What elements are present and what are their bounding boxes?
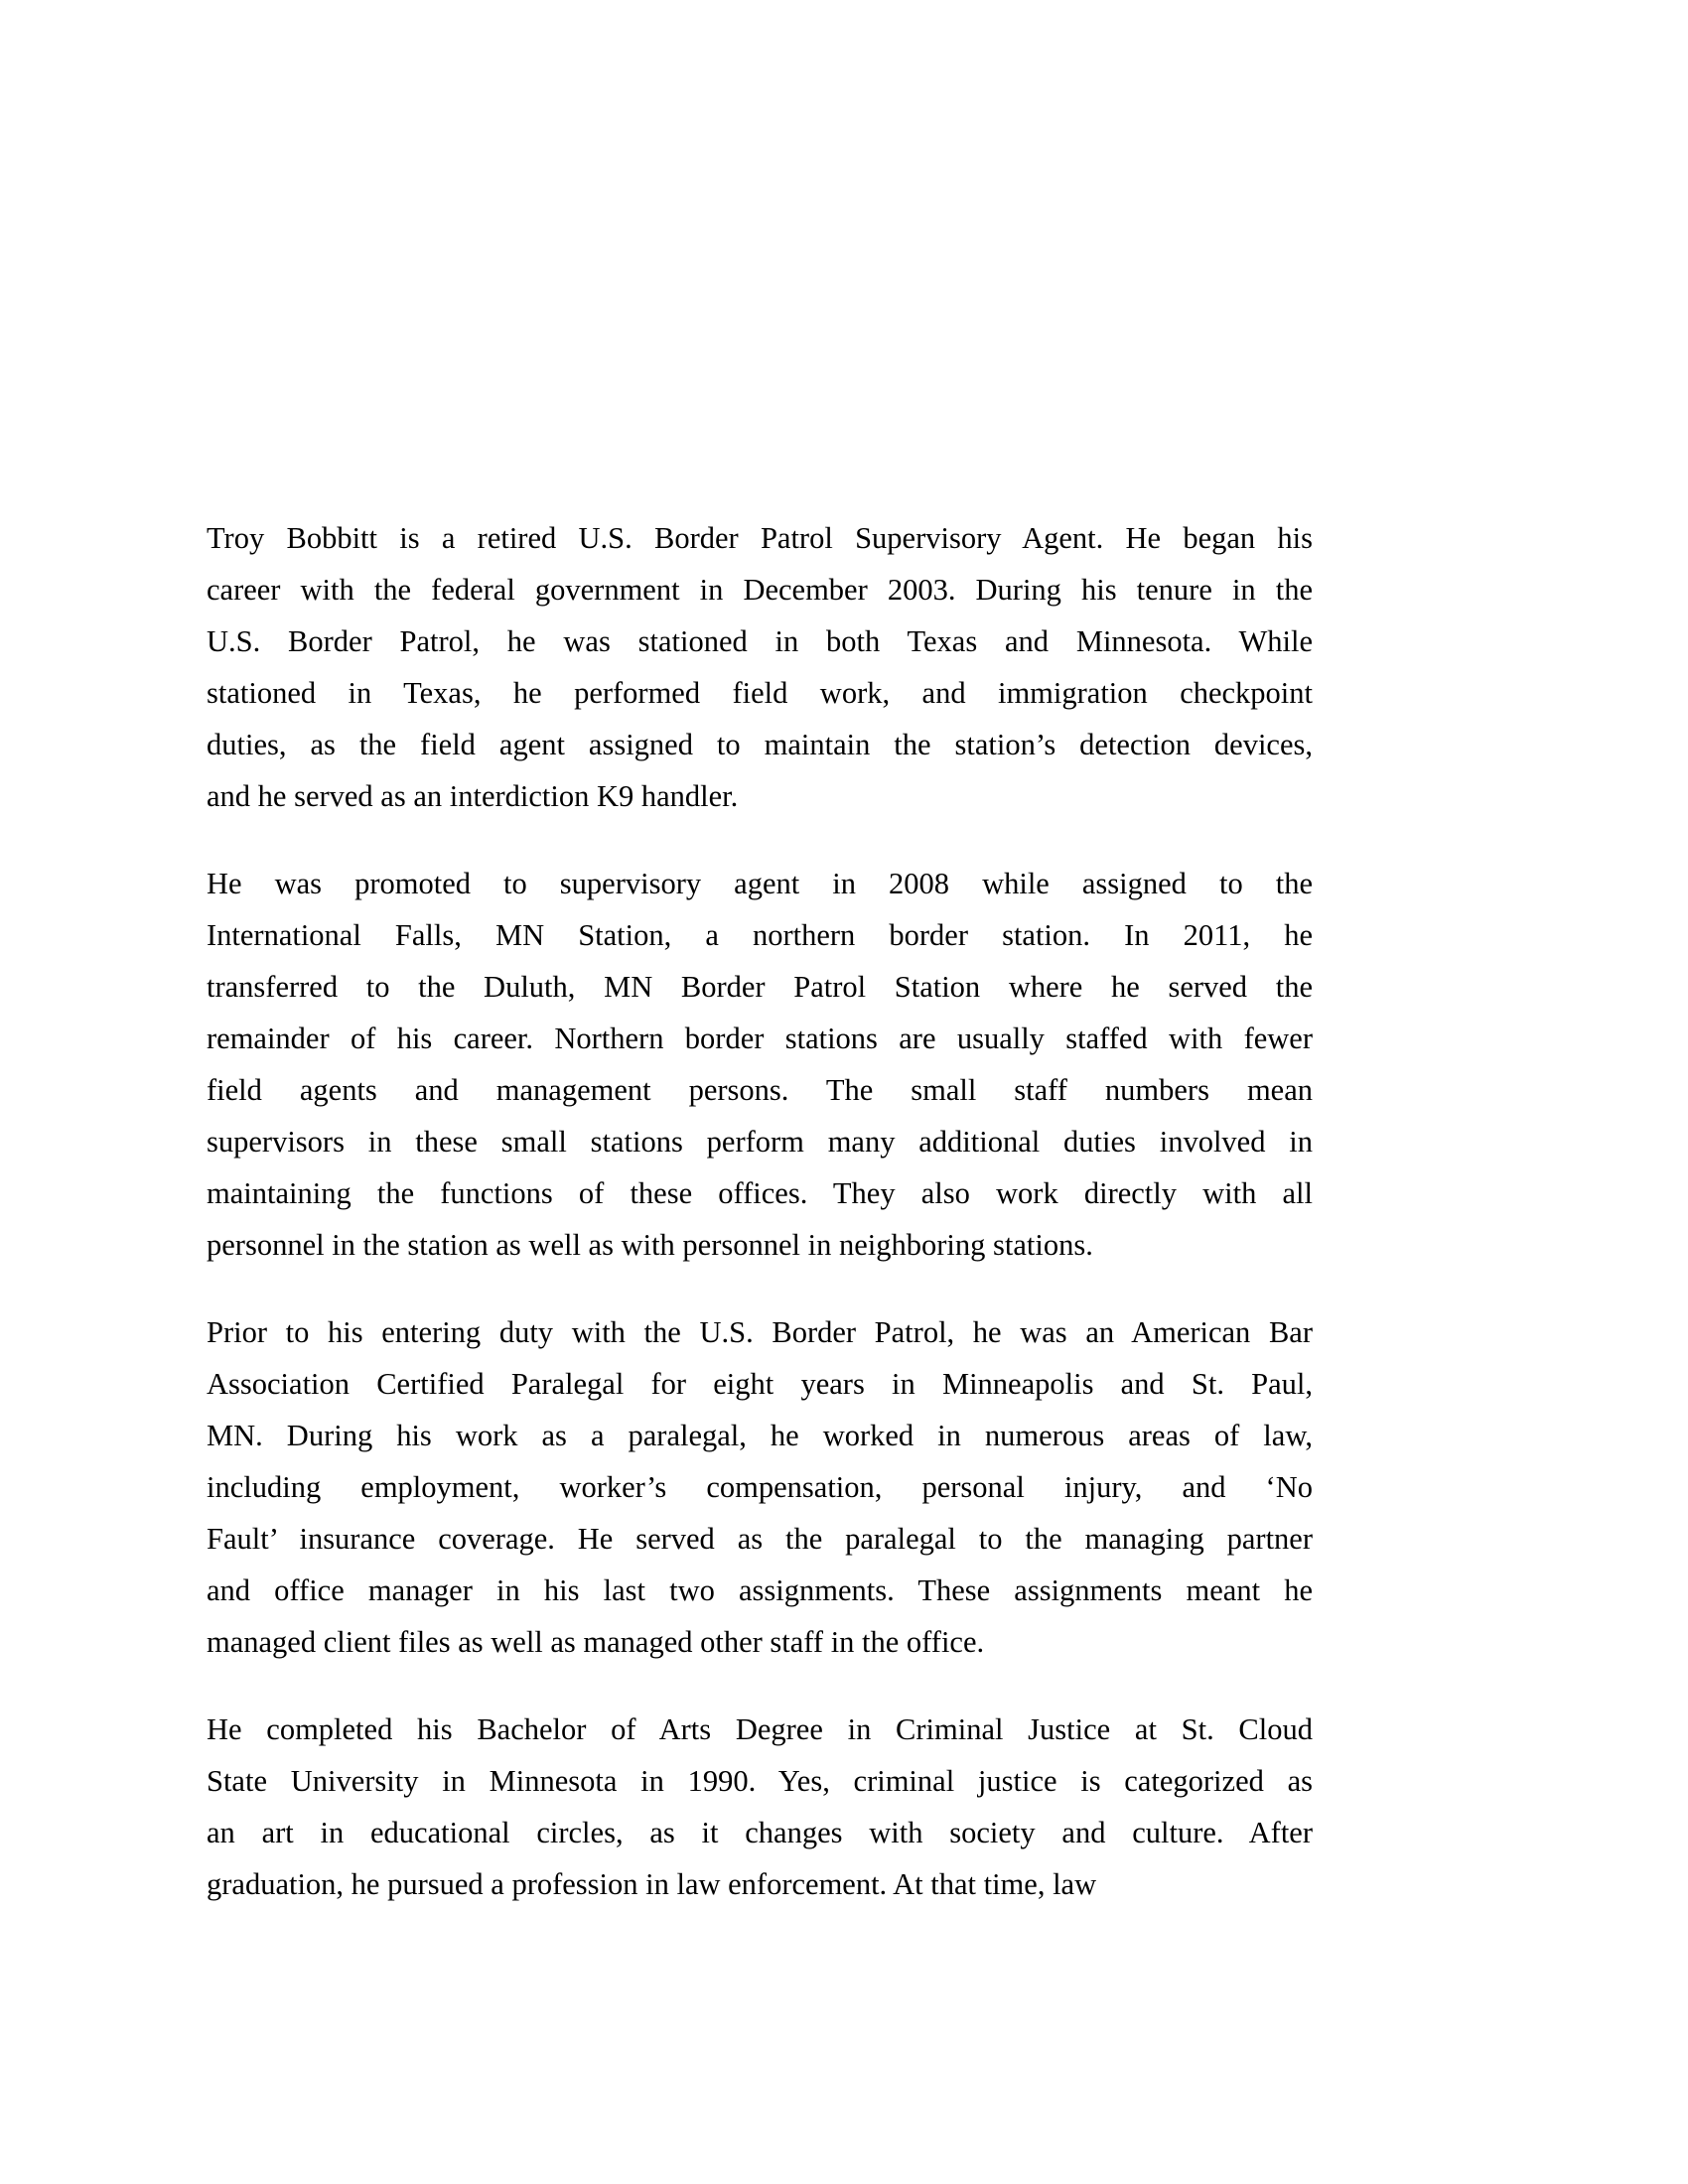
text-line: career with the federal government in December 2003. During his tenure in the — [207, 573, 1313, 607]
text-line: Prior to his entering duty with the U.S. Border Patrol, he was an American Bar — [207, 1315, 1313, 1349]
text-line: graduation, he pursued a profession in law enforcement. At that time, law — [207, 1867, 1097, 1901]
text-line: U.S. Border Patrol, he was stationed in both Texas and Minnesota. While — [207, 624, 1313, 658]
text-line: including employment, worker’s compensation, personal injury, and ‘No — [207, 1470, 1313, 1504]
text-line: Association Certified Paralegal for eight years in Minneapolis and St. Paul, — [207, 1367, 1313, 1401]
body-paragraph — [207, 1704, 1313, 1910]
text-line: managed client files as well as managed other staff in the office. — [207, 1625, 985, 1659]
text-line: State University in Minnesota in 1990. Yes, criminal justice is categorized as — [207, 1764, 1313, 1798]
text-line: He was promoted to supervisory agent in 2008 while assigned to the — [207, 867, 1313, 900]
body-paragraph — [207, 858, 1313, 1271]
text-line: field agents and management persons. The small staff numbers mean — [207, 1073, 1313, 1107]
text-line: International Falls, MN Station, a northern border station. In 2011, he — [207, 918, 1313, 952]
body-text-column — [207, 512, 1313, 1910]
text-line: Fault’ insurance coverage. He served as the paralegal to the managing partner — [207, 1522, 1313, 1556]
text-line: stationed in Texas, he performed field work, and immigration checkpoint — [207, 676, 1313, 710]
text-line: transferred to the Duluth, MN Border Patrol Station where he served the — [207, 970, 1313, 1004]
body-paragraph — [207, 512, 1313, 822]
text-line: duties, as the field agent assigned to maintain the station’s detection devices, — [207, 728, 1313, 761]
text-line: and office manager in his last two assignments. These assignments meant he — [207, 1573, 1313, 1607]
body-paragraph — [207, 1306, 1313, 1668]
text-line: Troy Bobbitt is a retired U.S. Border Patrol Supervisory Agent. He began his — [207, 521, 1313, 555]
text-line: an art in educational circles, as it changes with society and culture. After — [207, 1816, 1313, 1849]
text-line: and he served as an interdiction K9 handler. — [207, 779, 739, 813]
text-line: He completed his Bachelor of Arts Degree in Criminal Justice at St. Cloud — [207, 1712, 1313, 1746]
text-line: personnel in the station as well as with personnel in neighboring stations. — [207, 1228, 1093, 1262]
text-line: supervisors in these small stations perform many additional duties involved in — [207, 1125, 1313, 1159]
text-line: remainder of his career. Northern border stations are usually staffed with fewer — [207, 1022, 1313, 1055]
text-line: MN. During his work as a paralegal, he worked in numerous areas of law, — [207, 1419, 1313, 1452]
text-line: maintaining the functions of these offices. They also work directly with all — [207, 1176, 1313, 1210]
